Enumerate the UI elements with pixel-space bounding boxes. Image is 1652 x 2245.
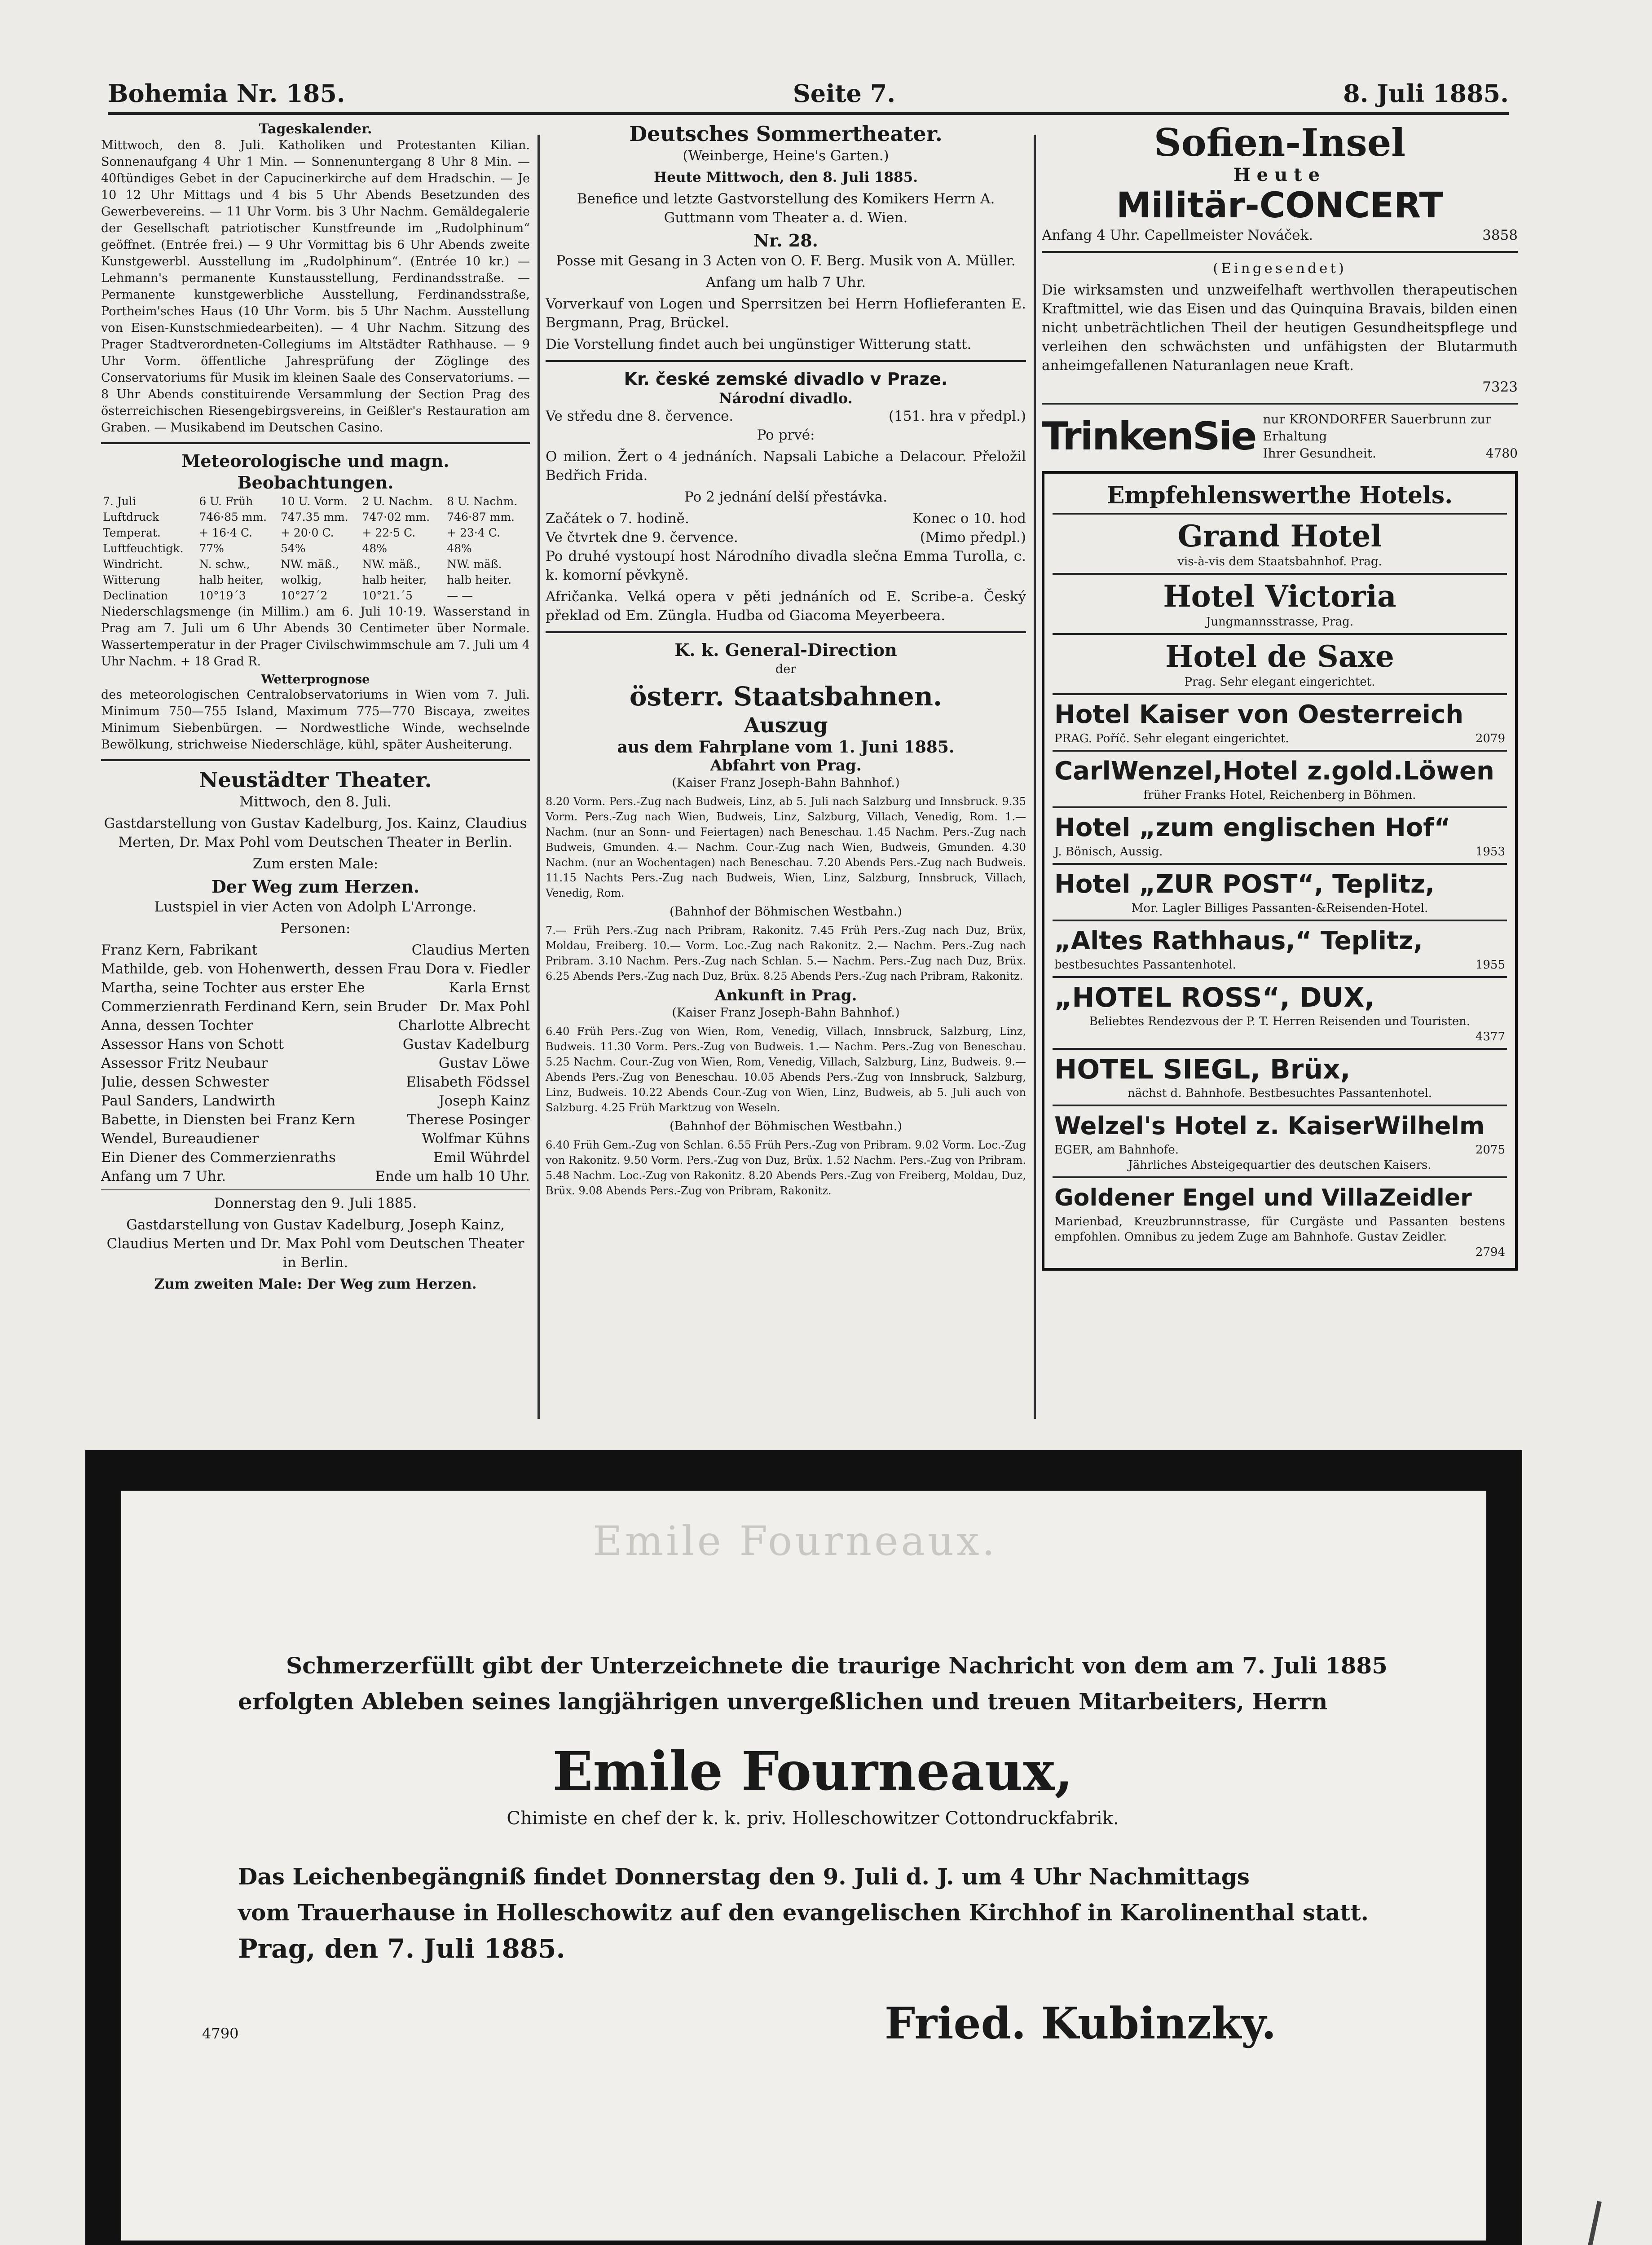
obituary-line-2: erfolgten Ableben seines langjährigen unvergeßlichen und treuen Mitarbeiters, Herrn — [238, 1688, 1328, 1715]
czech-theater-title: Kr. české zemské divadlo v Praze. — [624, 369, 948, 389]
eingesendet-title: (Eingesendet) — [1213, 260, 1347, 277]
hotel-sub: Marienbad, Kreuzbrunnstrasse, für Curgäste und Passanten bestens empfohlen. Omnibus zu jedem Zuge am Bahnhofe. Gustav Zeidler. — [1054, 1215, 1505, 1244]
page-header — [108, 76, 1509, 115]
hotel-name: Hotel Victoria — [1163, 579, 1396, 614]
actor: Karla Ernst — [449, 980, 530, 996]
divider — [101, 1189, 530, 1190]
bleed-through-text: Emile Fourneaux. — [593, 1518, 998, 1565]
theater-end: Ende um halb 10 Uhr. — [375, 1168, 530, 1184]
railway-arrivals-1: 6.40 Früh Pers.-Zug von Wien, Rom, Venedig, Villach, Innsbruck, Salzburg, Linz, Budweis. 11.30 Vorm. Pers.-Zug von Budweis. 1.— Nachm. Pers.-Zug von Beneschau. 5.25 Nachm. Cour.-Zug von Wien, Rom, Venedig, Villach, Salzburg, Linz, Budweis. 9.— Abends Pers.-Zug von Beneschau. 10.05 Abends Pers.-Zug von Innsbruck, Salzburg, Linz, Budweis. 10.22 Abends Cour.-Zug von Wien, Linz, Budweis, ab 5. Juli auch von Salzburg. 4.25 Früh Marktzug von Weseln. — [546, 1025, 1026, 1114]
obituary-number: 4790 — [202, 2025, 239, 2042]
hotel-sub: Mor. Lagler Billiges Passanten-&Reisenden-Hotel. — [1131, 902, 1428, 915]
cast-row — [101, 1092, 530, 1110]
hotel-ad — [1053, 635, 1507, 695]
role: Mathilde, geb. von Hohenwerth, dessen Frau — [101, 961, 421, 977]
czech-play: O milion. Žert o 4 jednáních. Napsali Labiche a Delacour. Přeložil Bedřich Frida. — [546, 449, 1026, 484]
czech-end: Konec o 10. hod — [912, 511, 1026, 527]
czech-theater-subtitle: Národní divadlo. — [719, 390, 853, 407]
hotel-sub: nächst d. Bahnhofe. Bestbesuchtes Passantenhotel. — [1127, 1087, 1432, 1100]
table-header-row — [101, 493, 530, 509]
czech-start: Začátek o 7. hodině. — [546, 511, 689, 527]
cast-row — [101, 1035, 530, 1054]
tageskalender-title: Tageskalender. — [259, 121, 372, 137]
cast-row — [101, 1129, 530, 1148]
hotel-number: 1955 — [1475, 958, 1505, 972]
railway-name: österr. Staatsbahnen. — [629, 681, 943, 712]
column-rule — [1034, 135, 1036, 1419]
table-cell: 746·85 mm. — [199, 511, 267, 524]
table-cell: halb heiter, — [199, 573, 264, 586]
table-row — [101, 572, 530, 588]
role: Ein Diener des Commerzienraths — [101, 1149, 336, 1166]
hotel-sub: Jungmannsstrasse, Prag. — [1206, 615, 1354, 629]
hotel-ad — [1053, 808, 1507, 865]
table-cell: 8 U. Nachm. — [447, 495, 518, 508]
table-cell: + 22·5 C. — [362, 526, 416, 539]
railway-westbahn-2: (Bahnhof der Böhmischen Westbahn.) — [670, 1119, 902, 1133]
railway-direction: K. k. General-Direction — [674, 640, 897, 660]
role: Julie, dessen Schwester — [101, 1074, 269, 1090]
railway-auszug: Auszug — [744, 713, 828, 737]
obituary-border — [85, 1450, 1522, 2245]
railway-der: der — [775, 662, 797, 676]
header-issue: Bohemia Nr. 185. — [108, 79, 345, 108]
hotel-number: 1953 — [1475, 845, 1505, 858]
theater-second-time: Zum zweiten Male: Der Weg zum Herzen. — [154, 1276, 477, 1292]
table-cell: Luftdruck — [103, 511, 159, 524]
hotel-number: 2079 — [1475, 732, 1505, 745]
theater-play-title: Der Weg zum Herzen. — [211, 876, 420, 897]
table-cell: Declination — [103, 589, 168, 602]
table-cell: 10°21.´5 — [362, 589, 413, 602]
table-row — [101, 509, 530, 525]
cast-row — [101, 1054, 530, 1073]
table-cell: NW. mäß., — [280, 558, 339, 571]
sommertheater-presale: Vorverkauf von Logen und Sperrsitzen bei Herrn Hoflieferanten E. Bergmann, Prag, Brückel. — [546, 296, 1026, 331]
sommertheater-benefit: Benefice und letzte Gastvorstellung des Komikers Herrn A. Guttmann vom Theater a. d. Wien. — [577, 191, 995, 226]
role: Assessor Fritz Neubaur — [101, 1055, 268, 1071]
obituary-text — [238, 1648, 1388, 1967]
table-cell: 6 U. Früh — [199, 495, 253, 508]
table-cell: 10 U. Vorm. — [280, 495, 348, 508]
cast-row — [101, 1110, 530, 1129]
table-cell: 10°27´2 — [280, 589, 328, 602]
hotel-sub-row — [1054, 957, 1505, 973]
actor: Therese Posinger — [407, 1112, 530, 1128]
czech-date: Ve středu dne 8. července. — [546, 408, 734, 424]
railway-kfj-2: (Kaiser Franz Joseph-Bahn Bahnhof.) — [672, 1006, 900, 1020]
table-cell: halb heiter. — [447, 573, 512, 586]
actor: Emil Wührdel — [433, 1149, 530, 1166]
actor: Gustav Löwe — [438, 1055, 530, 1071]
table-cell: 2 U. Nachm. — [362, 495, 433, 508]
table-cell: 747·02 mm. — [362, 511, 430, 524]
railway-departure-title: Abfahrt von Prag. — [710, 757, 862, 775]
hotel-name: „Altes Rathhaus,“ Teplitz, — [1054, 926, 1423, 955]
hotel-sub: PRAG. Poříč. Sehr elegant eingerichtet. — [1054, 732, 1289, 745]
hotel-number: 4377 — [1475, 1030, 1505, 1043]
table-cell: 747.35 mm. — [280, 511, 348, 524]
obituary-line-4: vom Trauerhause in Holleschowitz auf den evangelischen Kirchhof in Karolinenthal statt. — [238, 1899, 1369, 1926]
trinken-ad — [1042, 411, 1518, 462]
cast-list — [101, 941, 530, 1186]
eingesendet-number: 7323 — [1482, 379, 1518, 395]
table-cell: halb heiter, — [362, 573, 427, 586]
table-cell: 746·87 mm. — [447, 511, 515, 524]
obituary-place-date: Prag, den 7. Juli 1885. — [238, 1933, 565, 1964]
actor: Charlotte Albrecht — [398, 1017, 530, 1034]
hotel-sub-row — [1054, 844, 1505, 859]
czech-subscription: (151. hra v předpl.) — [888, 408, 1026, 424]
cast-row — [101, 978, 530, 997]
obituary-signature: Fried. Kubinzky. — [885, 1998, 1277, 2049]
hotel-name: Hotel de Saxe — [1165, 639, 1394, 674]
czech-guest: Po druhé vystoupí host Národního divadla slečna Emma Turolla, c. k. komorní pěvkyně. — [546, 548, 1026, 583]
trinken-line-1: nur KRONDORFER Sauerbrunn zur Erhaltung — [1263, 412, 1491, 444]
trinken-title: TrinkenSie — [1042, 414, 1256, 459]
table-cell: 48% — [447, 542, 472, 555]
table-cell: 54% — [280, 542, 306, 555]
table-cell: + 20·0 C. — [280, 526, 334, 539]
sommertheater-subtitle: (Weinberge, Heine's Garten.) — [683, 148, 889, 164]
role: Anna, dessen Tochter — [101, 1017, 253, 1034]
trinken-line-2: Ihrer Gesundheit. — [1263, 446, 1376, 461]
sommertheater-date: Heute Mittwoch, den 8. Juli 1885. — [654, 169, 918, 185]
divider — [101, 442, 530, 444]
cast-row — [101, 1016, 530, 1035]
actor: Gustav Kadelburg — [402, 1036, 530, 1052]
hotel-name: CarlWenzel,Hotel z.gold.Löwen — [1054, 757, 1494, 786]
table-cell: Luftfeuchtigk. — [103, 542, 184, 555]
column-2 — [546, 121, 1026, 1428]
divider — [1042, 403, 1518, 405]
actor: Dr. Max Pohl — [439, 999, 530, 1015]
header-date: 8. Juli 1885. — [1343, 79, 1509, 108]
column-1 — [101, 121, 530, 1428]
hotel-ad — [1053, 1106, 1507, 1178]
obituary-role: Chimiste en chef der k. k. priv. Holleschowitzer Cottondruckfabrik. — [507, 1808, 1119, 1829]
obituary-notice — [121, 1491, 1486, 2241]
table-cell: 7. Juli — [103, 495, 136, 508]
actor: Wolfmar Kühns — [422, 1131, 530, 1147]
header-page: Seite 7. — [793, 79, 896, 108]
table-row — [101, 588, 530, 603]
theater-first-time: Zum ersten Male: — [252, 856, 379, 872]
hotel-name: Goldener Engel und VillaZeidler — [1054, 1184, 1472, 1211]
column-3 — [1042, 121, 1518, 1428]
role: Commerzienrath Ferdinand Kern, sein Bruder — [101, 999, 427, 1015]
czech-thursday-row — [546, 528, 1026, 547]
obituary-line-1: Schmerzerfüllt gibt der Unterzeichnete die traurige Nachricht von dem am 7. Juli 1885 — [286, 1652, 1388, 1679]
railway-arrival-title: Ankunft in Prag. — [714, 986, 857, 1004]
trinken-text — [1263, 411, 1518, 462]
sommertheater-note: Die Vorstellung findet auch bei ungünstiger Witterung statt. — [546, 336, 972, 352]
hotel-ad — [1053, 921, 1507, 978]
sofien-title: Sofien-Insel — [1154, 121, 1406, 165]
table-cell: Windricht. — [103, 558, 163, 571]
hotel-sub: EGER, am Bahnhofe. — [1054, 1143, 1179, 1157]
railway-departures-2: 7.— Früh Pers.-Zug nach Pribram, Rakonitz. 7.45 Früh Pers.-Zug nach Duz, Brüx, Moldau, Freiberg. 10.— Vorm. Loc.-Zug nach Rakonitz. 2.— Nachm. Pers.-Zug nach Pribram. 3.10 Nachm. Pers.-Zug nach Schlan. 5.— Nachm. Pers.-Zug nach Duz, Brüx. 6.25 Abends Pers.-Zug nach Duz, Brüx. 8.25 Abends Pers.-Zug nach Pribram, Rakonitz. — [546, 924, 1026, 982]
theater-next-date: Donnerstag den 9. Juli 1885. — [214, 1195, 417, 1211]
hotel-name: Hotel „zum englischen Hof“ — [1054, 813, 1451, 842]
eingesendet-text: Die wirksamsten und unzweifelhaft werthvollen therapeutischen Kraftmittel, wie das Eisen und das Quinquina Bravais, bilden einen nicht unbeträchtlichen Theil der heutigen Gesundheitspflege und verleihen den schwächsten und unfähigsten der Blutarmuth anheimgefallenen Naturanlagen neue Kraft. — [1042, 282, 1518, 374]
actor: Elisabeth Födssel — [406, 1074, 530, 1090]
sofien-heute: Heute — [1233, 164, 1326, 185]
hotel-ad — [1053, 978, 1507, 1050]
hotel-number: 2075 — [1475, 1143, 1505, 1157]
hotel-ad — [1053, 752, 1507, 808]
hotel-ad — [1053, 515, 1507, 575]
page-scratch-mark — [1573, 2201, 1602, 2245]
cast-row — [101, 997, 530, 1016]
trinken-line-2-row — [1263, 445, 1518, 462]
railway-arrivals-2: 6.40 Früh Gem.-Zug von Schlan. 6.55 Früh Pers.-Zug von Pribram. 9.02 Vorm. Loc.-Zug von Rakonitz. 9.50 Vorm. Pers.-Zug von Duz, Brüx. 1.52 Nachm. Pers.-Zug von Pribram. 5.48 Nachm. Loc.-Zug von Rakonitz. 8.20 Abends Pers.-Zug von Freiberg, Moldau, Duz, Brüx. 9.08 Abends Pers.-Zug von Pribram, Rakonitz. — [546, 1139, 1026, 1197]
theater-next-guest: Gastdarstellung von Gustav Kadelburg, Joseph Kainz, Claudius Merten und Dr. Max Pohl vom Deutschen Theater in Berlin. — [106, 1217, 524, 1271]
sofien-info: Anfang 4 Uhr. Capellmeister Nováček. — [1042, 227, 1313, 243]
hotel-ad — [1053, 865, 1507, 921]
trinken-number: 4780 — [1485, 446, 1518, 461]
hotel-name: Grand Hotel — [1177, 519, 1382, 554]
railway-departures-1: 8.20 Vorm. Pers.-Zug nach Budweis, Linz, ab 5. Juli nach Salzburg und Innsbruck. 9.35 Vorm. Pers.-Zug nach Wien, Budweis, Linz, Salzburg, Villach, Venedig, Rom. 1.— Nachm. (nur an Sonn- und Feiertagen) nach Beneschau. 1.45 Nachm. Pers.-Zug nach Budweis, Gmunden. 4.— Nachm. Cour.-Zug nach Wien, Budweis, Gmunden. 4.30 Nachm. (nur an Wochentagen) nach Beneschau. 7.20 Abends Pers.-Zug nach Budweis. 11.15 Nachts Pers.-Zug nach Budweis, Wien, Linz, Salzburg, Innsbruck, Villach, Venedig, Rom. — [546, 795, 1026, 899]
railway-fahrplan: aus dem Fahrplane vom 1. Juni 1885. — [617, 738, 955, 757]
hotel-sub: J. Bönisch, Aussig. — [1054, 845, 1163, 858]
meteorology-notes: Niederschlagsmenge (in Millim.) am 6. Juli 10·19. Wasserstand in Prag am 7. Juli um 6 Uhr Abends 30 Centimeter über Normale. Wassertemperatur in der Prager Civilschwimmschule am 7. Juli um 4 Uhr Nachm. + 18 Grad R. — [101, 605, 530, 669]
sommertheater-start: Anfang um halb 7 Uhr. — [705, 274, 866, 291]
role: Wendel, Bureaudiener — [101, 1131, 259, 1147]
actor: Claudius Merten — [411, 942, 530, 958]
railway-kfj: (Kaiser Franz Joseph-Bahn Bahnhof.) — [672, 776, 900, 790]
table-row — [101, 525, 530, 541]
table-cell: N. schw., — [199, 558, 250, 571]
role: Franz Kern, Fabrikant — [101, 942, 258, 958]
hotel-ad — [1053, 575, 1507, 635]
theater-persons-heading: Personen: — [280, 920, 351, 937]
divider — [1042, 251, 1518, 253]
sommertheater-number: Nr. 28. — [753, 230, 818, 251]
hotel-ad — [1053, 1050, 1507, 1106]
tageskalender-text: Mittwoch, den 8. Juli. Katholiken und Protestanten Kilian. Sonnenaufgang 4 Uhr 1 Min. — Sonnenuntergang 8 Uhr 8 Min. — 40ſtündiges Gebet in der Capucinerkirche auf dem Hradschin. — Je 10 12 Uhr Mittags und 4 bis 5 Uhr Abends Besetzunden des Gewerbevereins. — 11 Uhr Vorm. bis 3 Uhr Nachm. Gemäldegalerie der Gesellschaft patriotischer Kunstfreunde im „Rudolphinum“ geöffnet. (Entrée frei.) — 9 Uhr Vormittag bis 6 Uhr Abends zweite Kunstgewerbl. Ausstellung im „Rudolphinum“. (Entrée 10 kr.) — Lehmann's permanente Kunstausstellung, Ferdinandsstraße. — Permanente kunstgewerbliche Ausstellung, Ferdinandsstraße, Portheim'sches Haus (10 Uhr Vorm. bis 5 Uhr Nachm. Ausstellung von Eisen-Kunstschmiedearbeiten). — 4 Uhr Nachm. Sitzung des Prager Stadtverordneten-Collegiums im Altstädter Rathhause. — 9 Uhr Vorm. öffentliche Jahresprüfung der Zöglinge des Conservatoriums für Musik im kleinen Saale des Conservatoriums. — 8 Uhr Abends constituirende Versammlung der Section Prag des österreichischen Riesengebirgsvereins, in Geißler's Restauration am Graben. — Musikabend im Deutschen Casino. — [101, 138, 530, 435]
cast-row — [101, 960, 530, 978]
obituary-name: Emile Fourneaux, — [552, 1740, 1073, 1802]
table-cell: NW. mäß. — [447, 558, 502, 571]
theater-date: Mittwoch, den 8. Juli. — [239, 794, 392, 810]
railway-westbahn: (Bahnhof der Böhmischen Westbahn.) — [670, 905, 902, 919]
theater-title: Neustädter Theater. — [199, 768, 432, 792]
hotels-box — [1042, 471, 1518, 1271]
role: Babette, in Diensten bei Franz Kern — [101, 1112, 356, 1128]
hotel-name: Hotel Kaiser von Oesterreich — [1054, 700, 1464, 729]
czech-afrikanka: Afričanka. Velká opera v pěti jednáních od E. Scribe-a. Český překlad od Em. Züngla. Hudba od Giacoma Meyerbeera. — [546, 589, 1026, 624]
meteorology-title: Meteorologische und magn. Beobachtungen. — [181, 451, 449, 493]
table-cell: 10°19´3 — [199, 589, 246, 602]
hotel-sub: vis-à-vis dem Staatsbahnhof. Prag. — [1177, 555, 1382, 568]
table-cell: Temperat. — [103, 526, 161, 539]
hotels-title: Empfehlenswerthe Hotels. — [1106, 482, 1453, 509]
hotel-sub-row — [1054, 731, 1505, 746]
hotel-number: 2794 — [1475, 1246, 1505, 1259]
divider — [546, 360, 1026, 362]
table-cell: + 23·4 C. — [447, 526, 500, 539]
divider — [546, 631, 1026, 633]
table-cell: 77% — [199, 542, 224, 555]
table-cell: wolkig, — [280, 573, 322, 586]
hotel-sub: bestbesuchtes Passantenhotel. — [1054, 958, 1236, 972]
hotels-heading — [1053, 478, 1507, 515]
hotel-name: HOTEL SIEGL, Brüx, — [1054, 1054, 1351, 1085]
divider — [101, 759, 530, 761]
role: Paul Sanders, Landwirth — [101, 1093, 276, 1109]
table-row — [101, 541, 530, 556]
cast-row — [101, 941, 530, 960]
cast-row — [101, 1167, 530, 1186]
meteorology-table — [101, 493, 530, 603]
czech-thursday: Ve čtvrtek dne 9. července. — [546, 529, 738, 546]
czech-first: Po prvé: — [757, 427, 815, 443]
table-row — [101, 556, 530, 572]
role: Assessor Hans von Schott — [101, 1036, 284, 1052]
hotel-name: „HOTEL ROSS“, DUX, — [1054, 982, 1375, 1013]
table-cell: Witterung — [103, 573, 161, 586]
hotel-sub: früher Franks Hotel, Reichenberg in Böhmen. — [1143, 788, 1416, 802]
sofien-concert: Militär-CONCERT — [1116, 185, 1443, 226]
hotel-sub-2: Jährliches Absteigequartier des deutschen Kaisers. — [1128, 1158, 1432, 1172]
cast-row — [101, 1148, 530, 1167]
hotel-name: Welzel's Hotel z. KaiserWilhelm — [1054, 1112, 1485, 1140]
sommertheater-title: Deutsches Sommertheater. — [629, 122, 943, 146]
theater-genre: Lustspiel in vier Acten von Adolph L'Arronge. — [154, 899, 477, 915]
forecast-text: des meteorologischen Centralobservatoriums in Wien vom 7. Juli. Minimum 750—755 Island, Maximum 775—770 Biscaya, zweites Minimum Siebenbürgen. — Nordwestliche Winde, wechselnde Bewölkung, strichweise Niederschläge, kühl, später Ausheiterung. — [101, 688, 530, 752]
czech-theater-date-row — [546, 407, 1026, 426]
table-cell: NW. mäß., — [362, 558, 421, 571]
table-cell: — — — [447, 589, 473, 602]
sofien-line — [1042, 226, 1518, 245]
theater-guest: Gastdarstellung von Gustav Kadelburg, Jos. Kainz, Claudius Merten, Dr. Max Pohl vom Deutschen Theater in Berlin. — [104, 815, 527, 850]
hotel-sub: Prag. Sehr elegant eingerichtet. — [1184, 675, 1375, 689]
theater-start: Anfang um 7 Uhr. — [101, 1168, 226, 1184]
actor: Joseph Kainz — [439, 1093, 530, 1109]
czech-thursday-note: (Mimo předpl.) — [920, 529, 1026, 546]
hotel-name: Hotel „ZUR POST“, Teplitz, — [1054, 870, 1435, 899]
table-cell: + 16·4 C. — [199, 526, 253, 539]
forecast-title: Wetterprognose — [261, 673, 370, 687]
hotel-ad — [1053, 1178, 1507, 1263]
hotel-sub-row — [1054, 1142, 1505, 1158]
role: Martha, seine Tochter aus erster Ehe — [101, 980, 365, 996]
czech-times — [546, 509, 1026, 528]
hotel-sub: Beliebtes Rendezvous der P. T. Herren Reisenden und Touristen. — [1089, 1015, 1471, 1028]
actor: Dora v. Fiedler — [425, 961, 530, 977]
column-rule — [537, 135, 540, 1419]
sofien-number: 3858 — [1482, 227, 1518, 243]
hotel-ad — [1053, 695, 1507, 752]
sommertheater-play: Posse mit Gesang in 3 Acten von O. F. Berg. Musik von A. Müller. — [556, 253, 1016, 269]
cast-row — [101, 1073, 530, 1092]
table-cell: 48% — [362, 542, 388, 555]
czech-intermission: Po 2 jednání delší přestávka. — [684, 489, 887, 505]
obituary-line-3: Das Leichenbegängniß findet Donnerstag den 9. Juli d. J. um 4 Uhr Nachmittags — [238, 1863, 1250, 1890]
